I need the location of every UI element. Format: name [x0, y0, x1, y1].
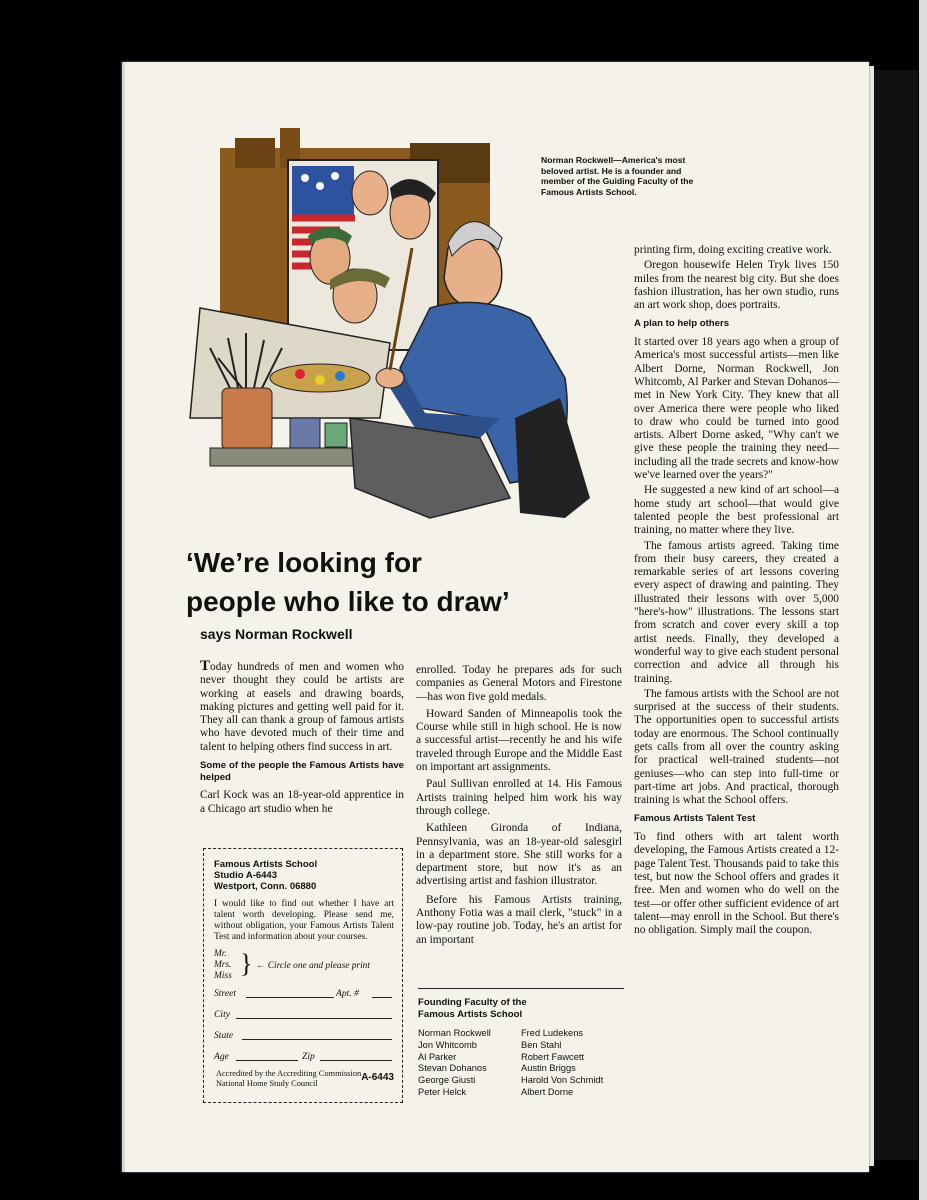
mail-coupon[interactable]	[203, 848, 403, 1103]
paragraph: Oregon housewife Helen Tryk lives 150 miles from the nearest big city. But she does fashion illustration, has her own studio, runs an art work shop, does portraits.	[634, 259, 839, 312]
city-field[interactable]: City	[214, 1004, 392, 1025]
brace-glyph: }	[240, 948, 253, 978]
faculty-member: Robert Fawcett	[521, 1051, 585, 1062]
faculty-member: Fred Ludekens	[521, 1028, 584, 1038]
faculty-member: Albert Dorne	[521, 1086, 574, 1097]
faculty-list	[418, 1028, 624, 1099]
headline-line-2: people who like to draw’	[186, 586, 510, 617]
illustration-caption: Norman Rockwell—America's most beloved artist. He is a founder and member of the Guiding Faculty of the Famous Artists School.	[541, 155, 694, 197]
faculty-heading: Founding Faculty of the Famous Artists School	[418, 997, 527, 1020]
founding-faculty-box	[418, 988, 624, 1099]
state-field[interactable]: State	[214, 1025, 392, 1046]
screen-edge-strip	[919, 0, 927, 1200]
faculty-member: Ben Stahl	[521, 1039, 562, 1050]
intro-paragraph: Today hundreds of men and women who never thought they could be artists are working at easels and drawing boards, making pictures and getting well paid for it. They all can thank a group of famous artists who have devoted much of their time and talent to helping others find success in art.	[200, 658, 404, 753]
paragraph: He suggested a new kind of art school—a home study art school—that would give talented people the best professional art training, no matter where they live.	[634, 484, 839, 537]
paragraph: It started over 18 years ago when a group of America's most successful artists—men like Albert Dorne, Norman Rockwell, Jon Whitcomb, Al Parker and Stevan Dohanos—met in New York City. They knew that all over America there were people who liked to draw who could be turned into good artists. Albert Dorne asked, "Why can't we give these people the training they need—including all the trade secrets and know-how we've learned over the years?"	[634, 336, 839, 482]
page-shadow	[874, 70, 918, 1160]
coupon-text: I would like to find out whether I have art talent worth developing. Please send me, without obligation, your Famous Artists Talent Test and information about your courses.	[214, 898, 394, 942]
coupon-address: Famous Artists School Studio A-6443 Westport, Conn. 06880	[214, 859, 318, 893]
faculty-member: Al Parker	[418, 1051, 457, 1062]
faculty-member: Jon Whitcomb	[418, 1039, 477, 1050]
faculty-member: Norman Rockwell	[418, 1028, 491, 1038]
section-heading-talent-test: Famous Artists Talent Test	[634, 813, 756, 825]
rockwell-illustration	[180, 118, 600, 538]
paragraph: To find others with art talent worth developing, the Famous Artists created a 12-page Talent Test. Thousands paid to take this test, but now the School offers and grades it free. Men and women who do well on the test—or offer other sufficient evidence of art talent—may enroll in the School. But there's no obligation. Simply mail the coupon.	[634, 831, 839, 937]
column-2	[416, 664, 622, 947]
paragraph: enrolled. Today he prepares ads for such companies as General Motors and Firestone—has won five gold medals.	[416, 664, 622, 703]
salutation-options[interactable]: Mr. Mrs. Miss } ← Circle one and please print	[214, 948, 370, 981]
accreditation-note: Accredited by the Accrediting Commission National Home Study Council A-6443	[216, 1068, 394, 1088]
age-zip-field[interactable]: Age Zip	[214, 1046, 392, 1067]
faculty-member: Austin Briggs	[521, 1063, 576, 1074]
paragraph: The famous artists with the School are not surprised at the success of their students. The opportunities open to successful artists today are enormous. The School continually gets calls from all over the country asking for practical well-trained students—not geniuses—who can step into full-time or part-time art jobs. And practical, thorough training is what the School offers.	[634, 687, 839, 807]
paragraph: Before his Famous Artists training, Anthony Fotia was a mail clerk, "stuck" in a low-pay routine job. Today, he's an artist for an important	[416, 893, 622, 946]
paragraph: Howard Sanden of Minneapolis took the Course while still in high school. He is now a successful artist—recently he and his wife traveled through Europe and the Middle East on important art assignments.	[416, 707, 622, 774]
street-field[interactable]: Street Apt. #	[214, 983, 392, 1004]
faculty-member: George Giusti	[418, 1075, 476, 1086]
faculty-column-right	[521, 1028, 624, 1099]
column-3	[634, 244, 839, 937]
faculty-column-left	[418, 1028, 521, 1099]
column-1	[200, 660, 404, 816]
faculty-member: Peter Helck	[418, 1086, 467, 1097]
section-heading-helped: Some of the people the Famous Artists have helped	[200, 760, 404, 783]
paragraph: printing firm, doing exciting creative work.	[634, 244, 832, 256]
paragraph: Kathleen Gironda of Indiana, Pennsylvania, was an 18-year-old salesgirl in a department store. She still works for a department store, but now it's as an advertising artist and fashion illustrator.	[416, 822, 622, 888]
paragraph: The famous artists agreed. Taking time from their busy careers, they created a remarkable series of art lessons covering every aspect of drawing and painting. They illustrated their lessons with over 5,000 "here's-how" illustrations. The lessons start from scratch and cover every skill a top artist needs. Finally, they developed a wonderful way to give each student personal correction and advice all through his training.	[634, 539, 839, 685]
headline-line-1: ‘We’re looking for	[186, 547, 422, 578]
headline	[186, 543, 606, 621]
coupon-code: A-6443	[361, 1071, 394, 1083]
circle-instruction: ← Circle one and please print	[256, 960, 370, 971]
drop-cap: T	[200, 658, 211, 674]
faculty-member: Stevan Dohanos	[418, 1063, 487, 1074]
subheadline: says Norman Rockwell	[200, 626, 353, 642]
faculty-member: Harold Von Schmidt	[521, 1075, 604, 1086]
section-heading-plan: A plan to help others	[634, 318, 730, 330]
paragraph: Paul Sullivan enrolled at 14. His Famous Artists training helped him work his way through college.	[416, 778, 622, 817]
paragraph: Carl Kock was an 18-year-old apprentice in a Chicago art studio when he	[200, 789, 404, 815]
